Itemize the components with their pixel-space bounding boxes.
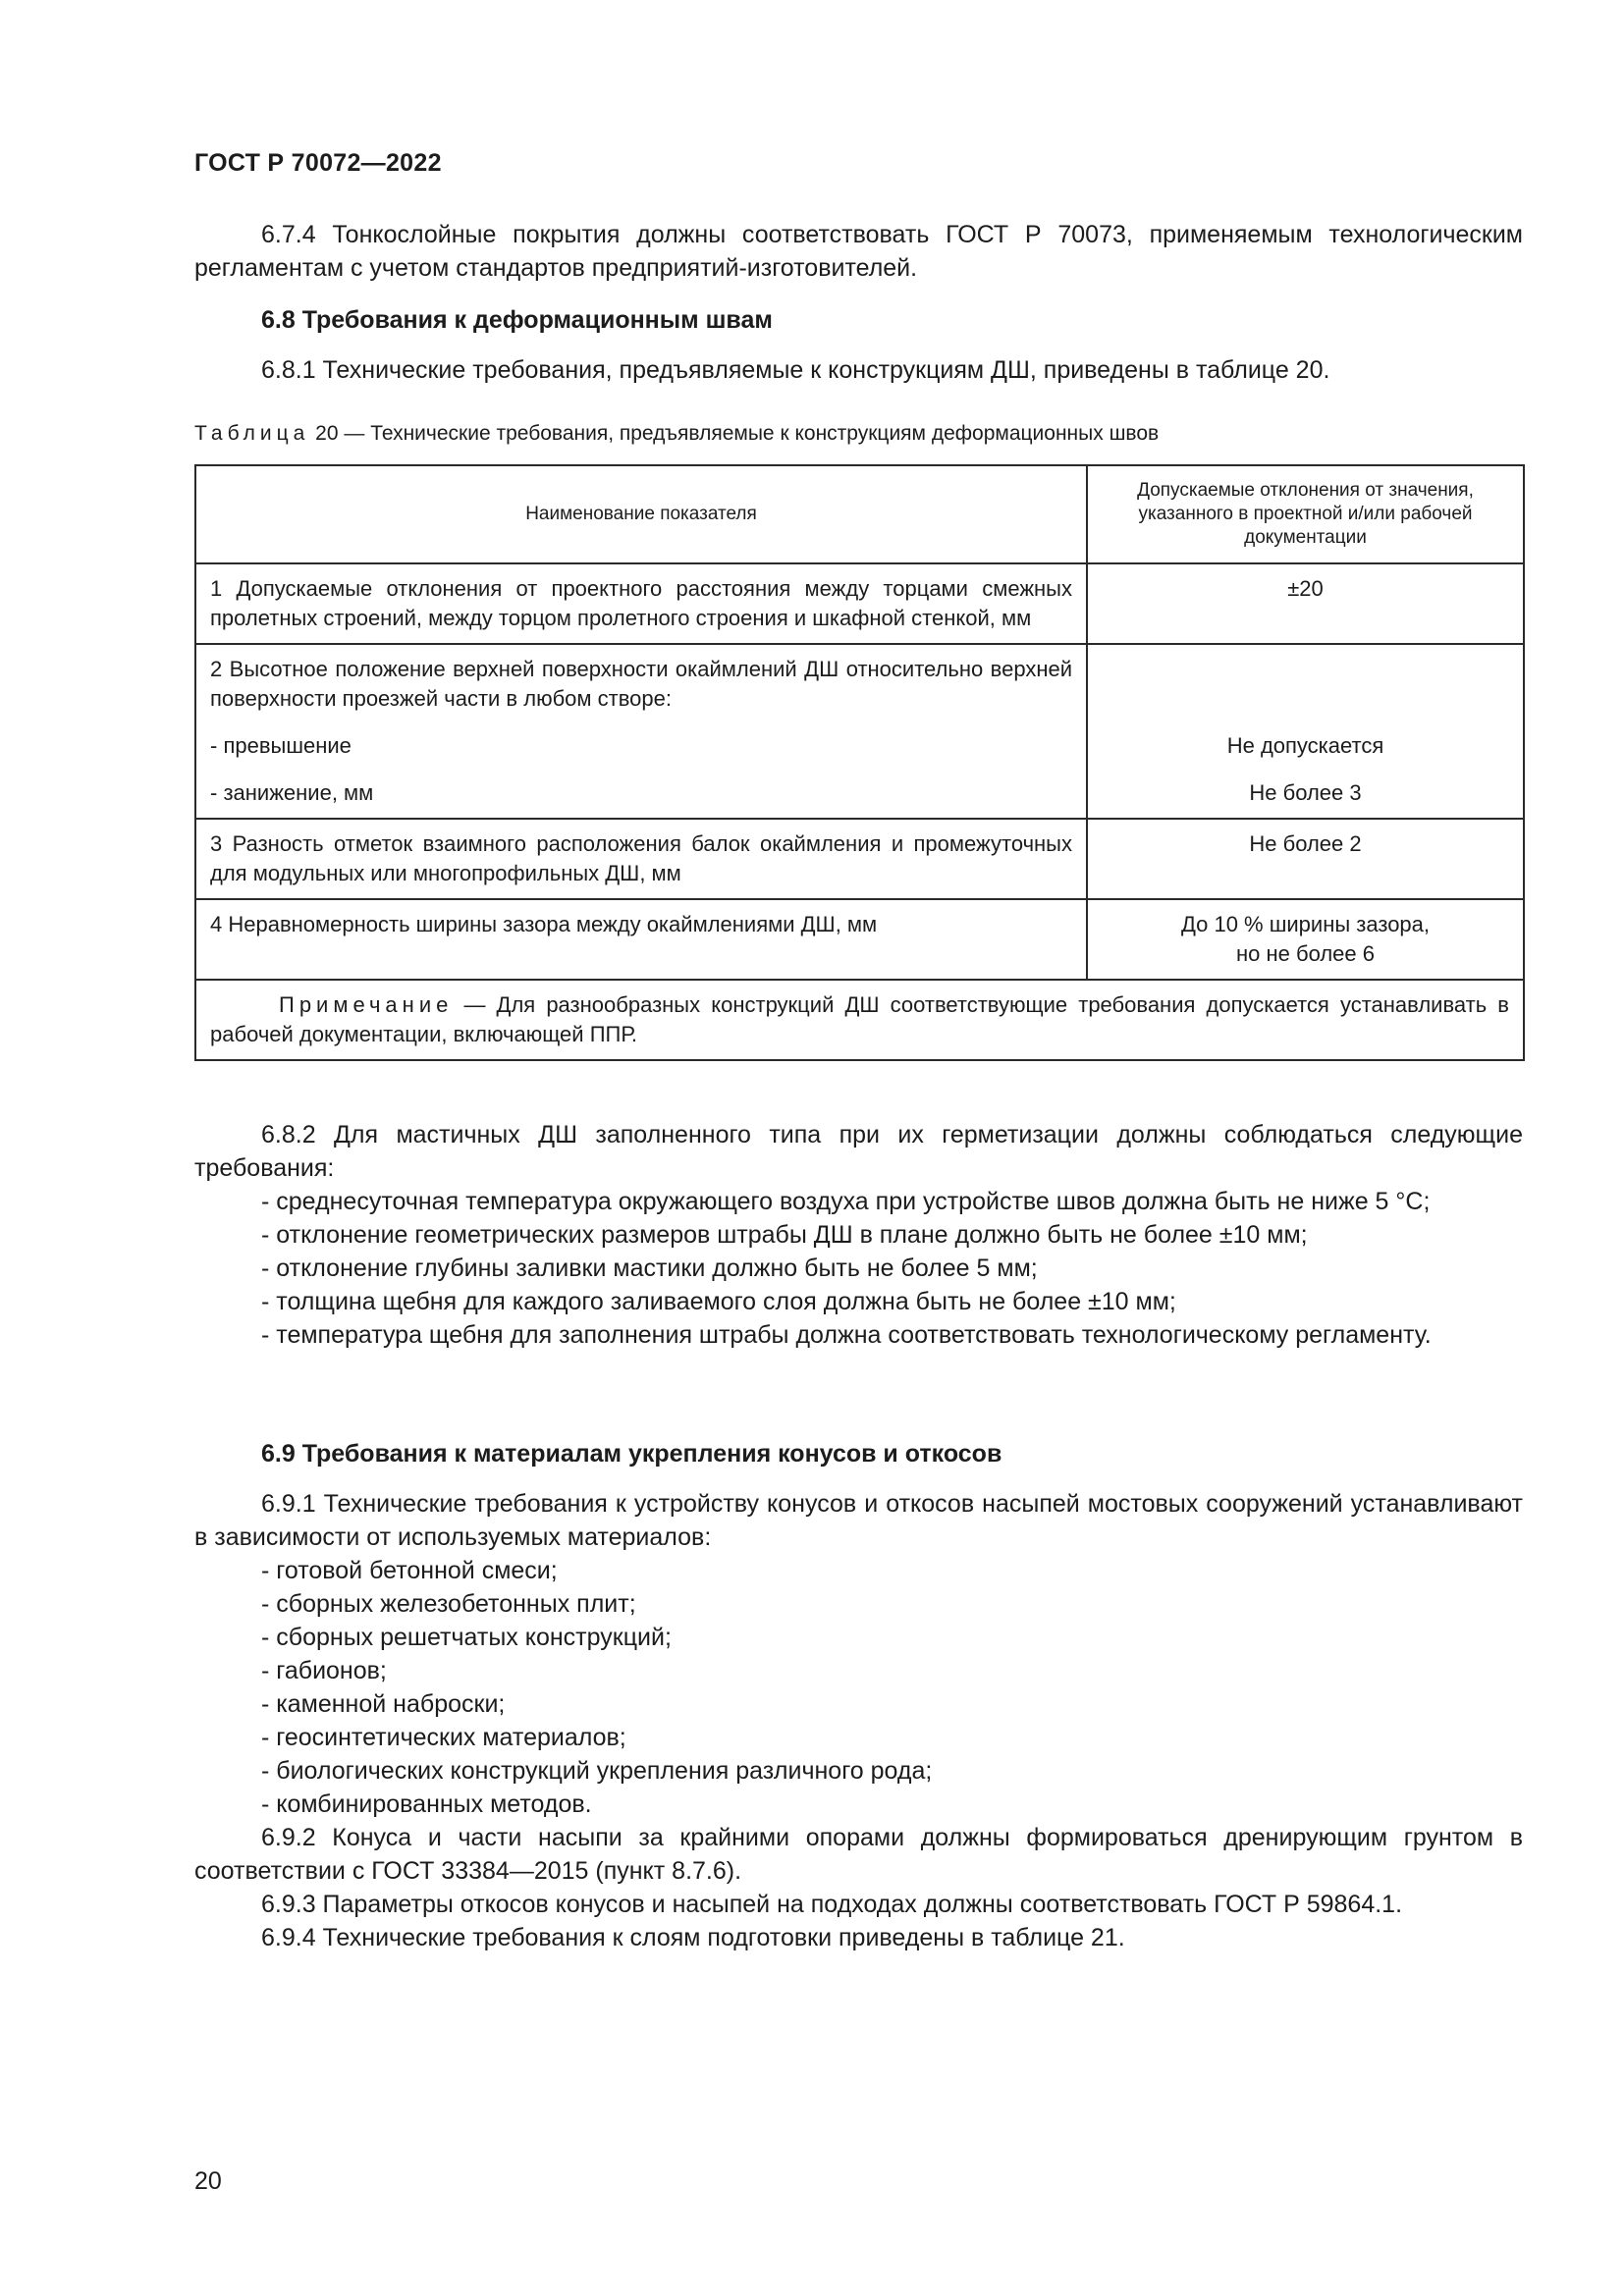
row-4-value-line-1: До 10 % ширины зазора, [1180,912,1431,936]
list-6-9-1 [194,1554,1523,1821]
row-4-value-cell [1087,899,1524,980]
column-header-deviation: Допускаемые отклонения от значения, указанного в проектной и/или рабочей документации [1087,465,1524,563]
table-caption-prefix: Таблица [194,422,310,445]
row-1-value: ±20 [1087,563,1524,644]
list-item: - температура щебня для заполнения штрабы должна соответствовать технологическому регламенту. [261,1321,1432,1349]
table-row [195,644,1524,819]
row-2a-value: Не допускается [1226,733,1384,758]
list-item: - биологических конструкций укрепления различного рода; [261,1757,933,1785]
row-1-name: 1 Допускаемые отклонения от проектного расстояния между торцами смежных пролетных строений, между торцом пролетного строения и шкафной стенкой, мм [195,563,1087,644]
list-item: - толщина щебня для каждого заливаемого слоя должна быть не более ±10 мм; [261,1288,1176,1315]
table-caption [194,419,1159,449]
list-item: - сборных решетчатых конструкций; [261,1624,672,1651]
table-note-text: — Для разнообразных конструкций ДШ соответствующие требования допускается устанавливать в рабочей документации, включающей ППР. [210,992,1509,1046]
row-4-value-line-2: но не более 6 [1235,941,1375,966]
list-item: - сборных железобетонных плит; [261,1590,636,1618]
paragraph-6-9-1: 6.9.1 Технические требования к устройству конусов и откосов насыпей мостовых сооружений устанавливают в зависимости от используемых материалов: [194,1490,1523,1551]
column-header-indicator: Наименование показателя [195,465,1087,563]
table-note-row [195,980,1524,1060]
paragraph-6-9-4: 6.9.4 Технические требования к слоям подготовки приведены в таблице 21. [261,1924,1125,1951]
paragraph-6-9-3: 6.9.3 Параметры откосов конусов и насыпей на подходах должны соответствовать ГОСТ Р 59864.1. [261,1891,1403,1918]
row-3-value: Не более 2 [1087,819,1524,899]
paragraph-6-9-2: 6.9.2 Конуса и части насыпи за крайними опорами должны формироваться дренирующим грунтом в соответствии с ГОСТ 33384—2015 (пункт 8.7.6). [194,1824,1523,1885]
table-20 [194,464,1525,1061]
row-2-name-cell [195,644,1087,819]
list-item: - каменной наброски; [261,1690,506,1718]
row-4-name: 4 Неравномерность ширины зазора между окаймлениями ДШ, мм [195,899,1087,980]
table-note [195,980,1524,1060]
row-3-name: 3 Разность отметок взаимного расположения балок окаймления и промежуточных для модульных или многопрофильных ДШ, мм [195,819,1087,899]
paragraph-6-8-2: 6.8.2 Для мастичных ДШ заполненного типа при их герметизации должны соблюдаться следующие требования: [194,1121,1523,1182]
paragraph-6-8-1: 6.8.1 Технические требования, предъявляемые к конструкциям ДШ, приведены в таблице 20. [261,356,1330,384]
row-2-value-cell [1087,644,1524,819]
row-2b-name: - занижение, мм [210,780,374,805]
table-row [195,899,1524,980]
page-number: 20 [194,2167,222,2195]
list-item: - среднесуточная температура окружающего воздуха при устройстве швов должна быть не ниже 5 °С; [261,1188,1431,1215]
list-item: - геосинтетических материалов; [261,1724,626,1751]
row-2a-name: - превышение [210,733,352,758]
row-2-name: 2 Высотное положение верхней поверхности окаймлений ДШ относительно верхней поверхности проезжей части в любом створе: [210,657,1072,711]
table-row [195,563,1524,644]
table-row [195,819,1524,899]
list-item: - комбинированных методов. [261,1790,592,1818]
list-item: - отклонение геометрических размеров штрабы ДШ в плане должно быть не более ±10 мм; [261,1221,1308,1249]
table-note-prefix: Примечание [279,992,454,1017]
document-header: ГОСТ Р 70072—2022 [194,149,442,177]
row-2b-value: Не более 3 [1249,780,1362,805]
list-item: - отклонение глубины заливки мастики должно быть не более 5 мм; [261,1255,1038,1282]
paragraph-6-7-4: 6.7.4 Тонкослойные покрытия должны соответствовать ГОСТ Р 70073, применяемым технологическим регламентам с учетом стандартов предприятий-изготовителей. [194,221,1523,282]
table-header-row [195,465,1524,563]
list-item: - габионов; [261,1657,387,1684]
list-item: - готовой бетонной смеси; [261,1557,558,1584]
table-caption-text: 20 — Технические требования, предъявляемые к конструкциям деформационных швов [309,422,1160,445]
list-6-8-2 [194,1185,1523,1352]
section-heading-6-8: 6.8 Требования к деформационным швам [261,306,773,334]
section-heading-6-9: 6.9 Требования к материалам укрепления конусов и откосов [261,1440,1002,1468]
